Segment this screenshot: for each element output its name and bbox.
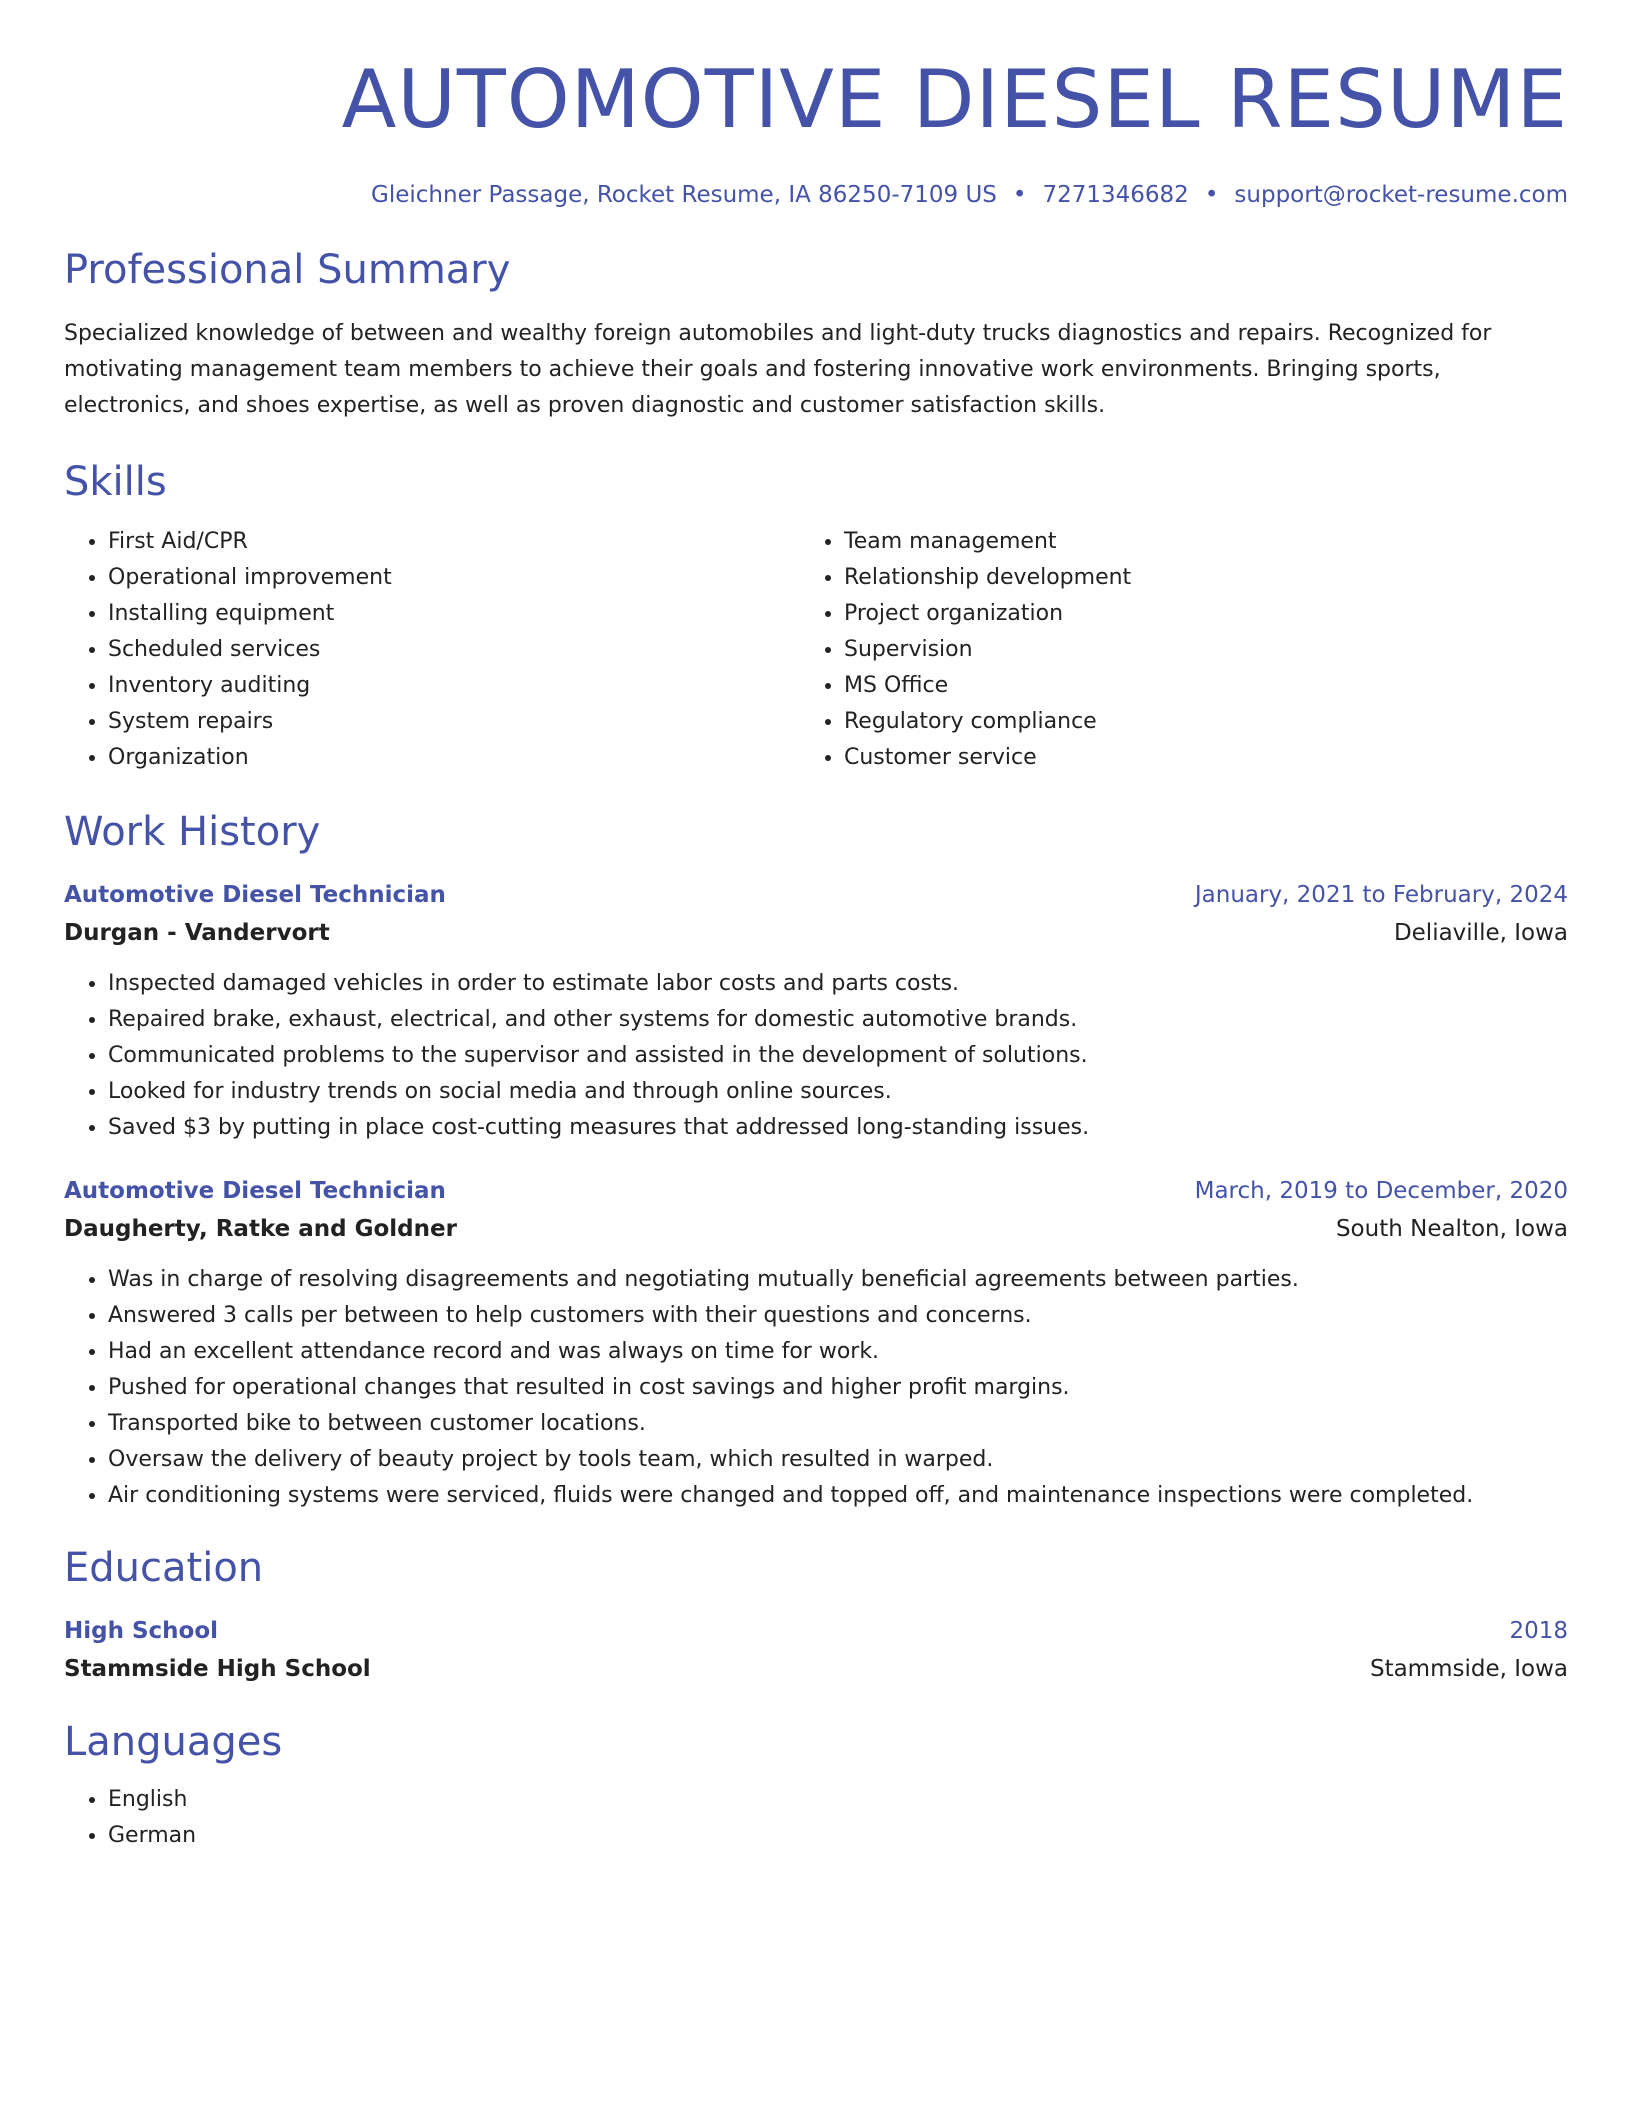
contact-separator: • xyxy=(1012,182,1027,208)
resume-title: AUTOMOTIVE DIESEL RESUME xyxy=(341,53,1568,146)
job-company-row xyxy=(64,914,1568,952)
education-degree: High School xyxy=(64,1618,219,1644)
education-school-row xyxy=(64,1650,1568,1688)
job-duty-item: • Communicated problems to the supervisor and assisted in the development of solutions. xyxy=(108,1038,1568,1074)
education-location: Stammside, Iowa xyxy=(1369,1656,1568,1682)
skill-item: • Customer service xyxy=(844,740,1536,776)
job-duties-list xyxy=(64,1262,1568,1514)
summary-heading: Professional Summary xyxy=(64,247,511,293)
skill-item: • Team management xyxy=(844,524,1536,560)
education-year: 2018 xyxy=(1509,1618,1568,1644)
work-history-heading: Work History xyxy=(64,809,321,855)
job-title: Automotive Diesel Technician xyxy=(64,882,446,908)
education-section xyxy=(64,1544,1568,1688)
skills-heading: Skills xyxy=(64,459,167,505)
language-item: • German xyxy=(108,1818,1568,1854)
job-duty-item: • Answered 3 calls per between to help customers with their questions and concerns. xyxy=(108,1298,1568,1334)
job-duties-list xyxy=(64,966,1568,1146)
job-entry xyxy=(64,876,1568,1146)
skill-item: • Operational improvement xyxy=(108,560,800,596)
contact-email: support@rocket-resume.com xyxy=(1234,182,1568,208)
skill-item: • Inventory auditing xyxy=(108,668,800,704)
summary-section xyxy=(64,246,1568,424)
work-history-section xyxy=(64,808,1568,1514)
skill-item: • First Aid/CPR xyxy=(108,524,800,560)
skill-item: • Regulatory compliance xyxy=(844,704,1536,740)
skills-column-right xyxy=(800,524,1536,776)
job-location: Deliaville, Iowa xyxy=(1393,920,1568,946)
job-company: Daugherty, Ratke and Goldner xyxy=(64,1216,457,1242)
job-dates: January, 2021 to February, 2024 xyxy=(1194,882,1568,908)
job-duty-item: • Oversaw the delivery of beauty project by tools team, which resulted in warped. xyxy=(108,1442,1568,1478)
skill-item: • Supervision xyxy=(844,632,1536,668)
job-duty-item: • Transported bike to between customer locations. xyxy=(108,1406,1568,1442)
job-entry xyxy=(64,1172,1568,1514)
job-duty-item: • Looked for industry trends on social media and through online sources. xyxy=(108,1074,1568,1110)
skill-item: • Project organization xyxy=(844,596,1536,632)
languages-list xyxy=(64,1782,1568,1854)
languages-heading: Languages xyxy=(64,1719,283,1765)
summary-text: Specialized knowledge of between and wealthy foreign automobiles and light-duty trucks diagnostics and repairs. Recognized for motivating management team members to achieve their goals and fostering innovative work environments. Bringing sports, electronics, and shoes expertise, as well as proven diagnostic and customer satisfaction skills. xyxy=(64,321,1492,418)
skill-item: • Scheduled services xyxy=(108,632,800,668)
education-school: Stammside High School xyxy=(64,1656,371,1682)
job-duty-item: • Saved $3 by putting in place cost-cutting measures that addressed long-standing issues. xyxy=(108,1110,1568,1146)
job-company-row xyxy=(64,1210,1568,1248)
skill-item: • System repairs xyxy=(108,704,800,740)
resume-header xyxy=(64,0,1568,208)
contact-line xyxy=(64,182,1568,208)
job-duty-item: • Repaired brake, exhaust, electrical, and other systems for domestic automotive brands. xyxy=(108,1002,1568,1038)
skill-item: • Organization xyxy=(108,740,800,776)
languages-section xyxy=(64,1718,1568,1854)
education-degree-row xyxy=(64,1612,1568,1650)
job-duty-item: • Had an excellent attendance record and was always on time for work. xyxy=(108,1334,1568,1370)
skills-grid xyxy=(64,524,1568,776)
contact-separator: • xyxy=(1204,182,1219,208)
contact-address: Gleichner Passage, Rocket Resume, IA 86250-7109 US xyxy=(371,182,997,208)
job-title-row xyxy=(64,876,1568,914)
skill-item: • Relationship development xyxy=(844,560,1536,596)
skill-item: • Installing equipment xyxy=(108,596,800,632)
contact-phone: 7271346682 xyxy=(1042,182,1189,208)
job-duty-item: • Was in charge of resolving disagreements and negotiating mutually beneficial agreements between parties. xyxy=(108,1262,1568,1298)
education-entry xyxy=(64,1612,1568,1688)
job-title: Automotive Diesel Technician xyxy=(64,1178,446,1204)
job-dates: March, 2019 to December, 2020 xyxy=(1194,1178,1568,1204)
job-duty-item: • Pushed for operational changes that resulted in cost savings and higher profit margins. xyxy=(108,1370,1568,1406)
job-duty-item: • Inspected damaged vehicles in order to estimate labor costs and parts costs. xyxy=(108,966,1568,1002)
job-company: Durgan - Vandervort xyxy=(64,920,330,946)
skill-item: • MS Office xyxy=(844,668,1536,704)
skills-column-left xyxy=(64,524,800,776)
education-heading: Education xyxy=(64,1545,264,1591)
job-title-row xyxy=(64,1172,1568,1210)
skills-section xyxy=(64,458,1568,776)
job-location: South Nealton, Iowa xyxy=(1335,1216,1568,1242)
job-duty-item: • Air conditioning systems were serviced, fluids were changed and topped off, and maintenance inspections were completed. xyxy=(108,1478,1568,1514)
language-item: • English xyxy=(108,1782,1568,1818)
